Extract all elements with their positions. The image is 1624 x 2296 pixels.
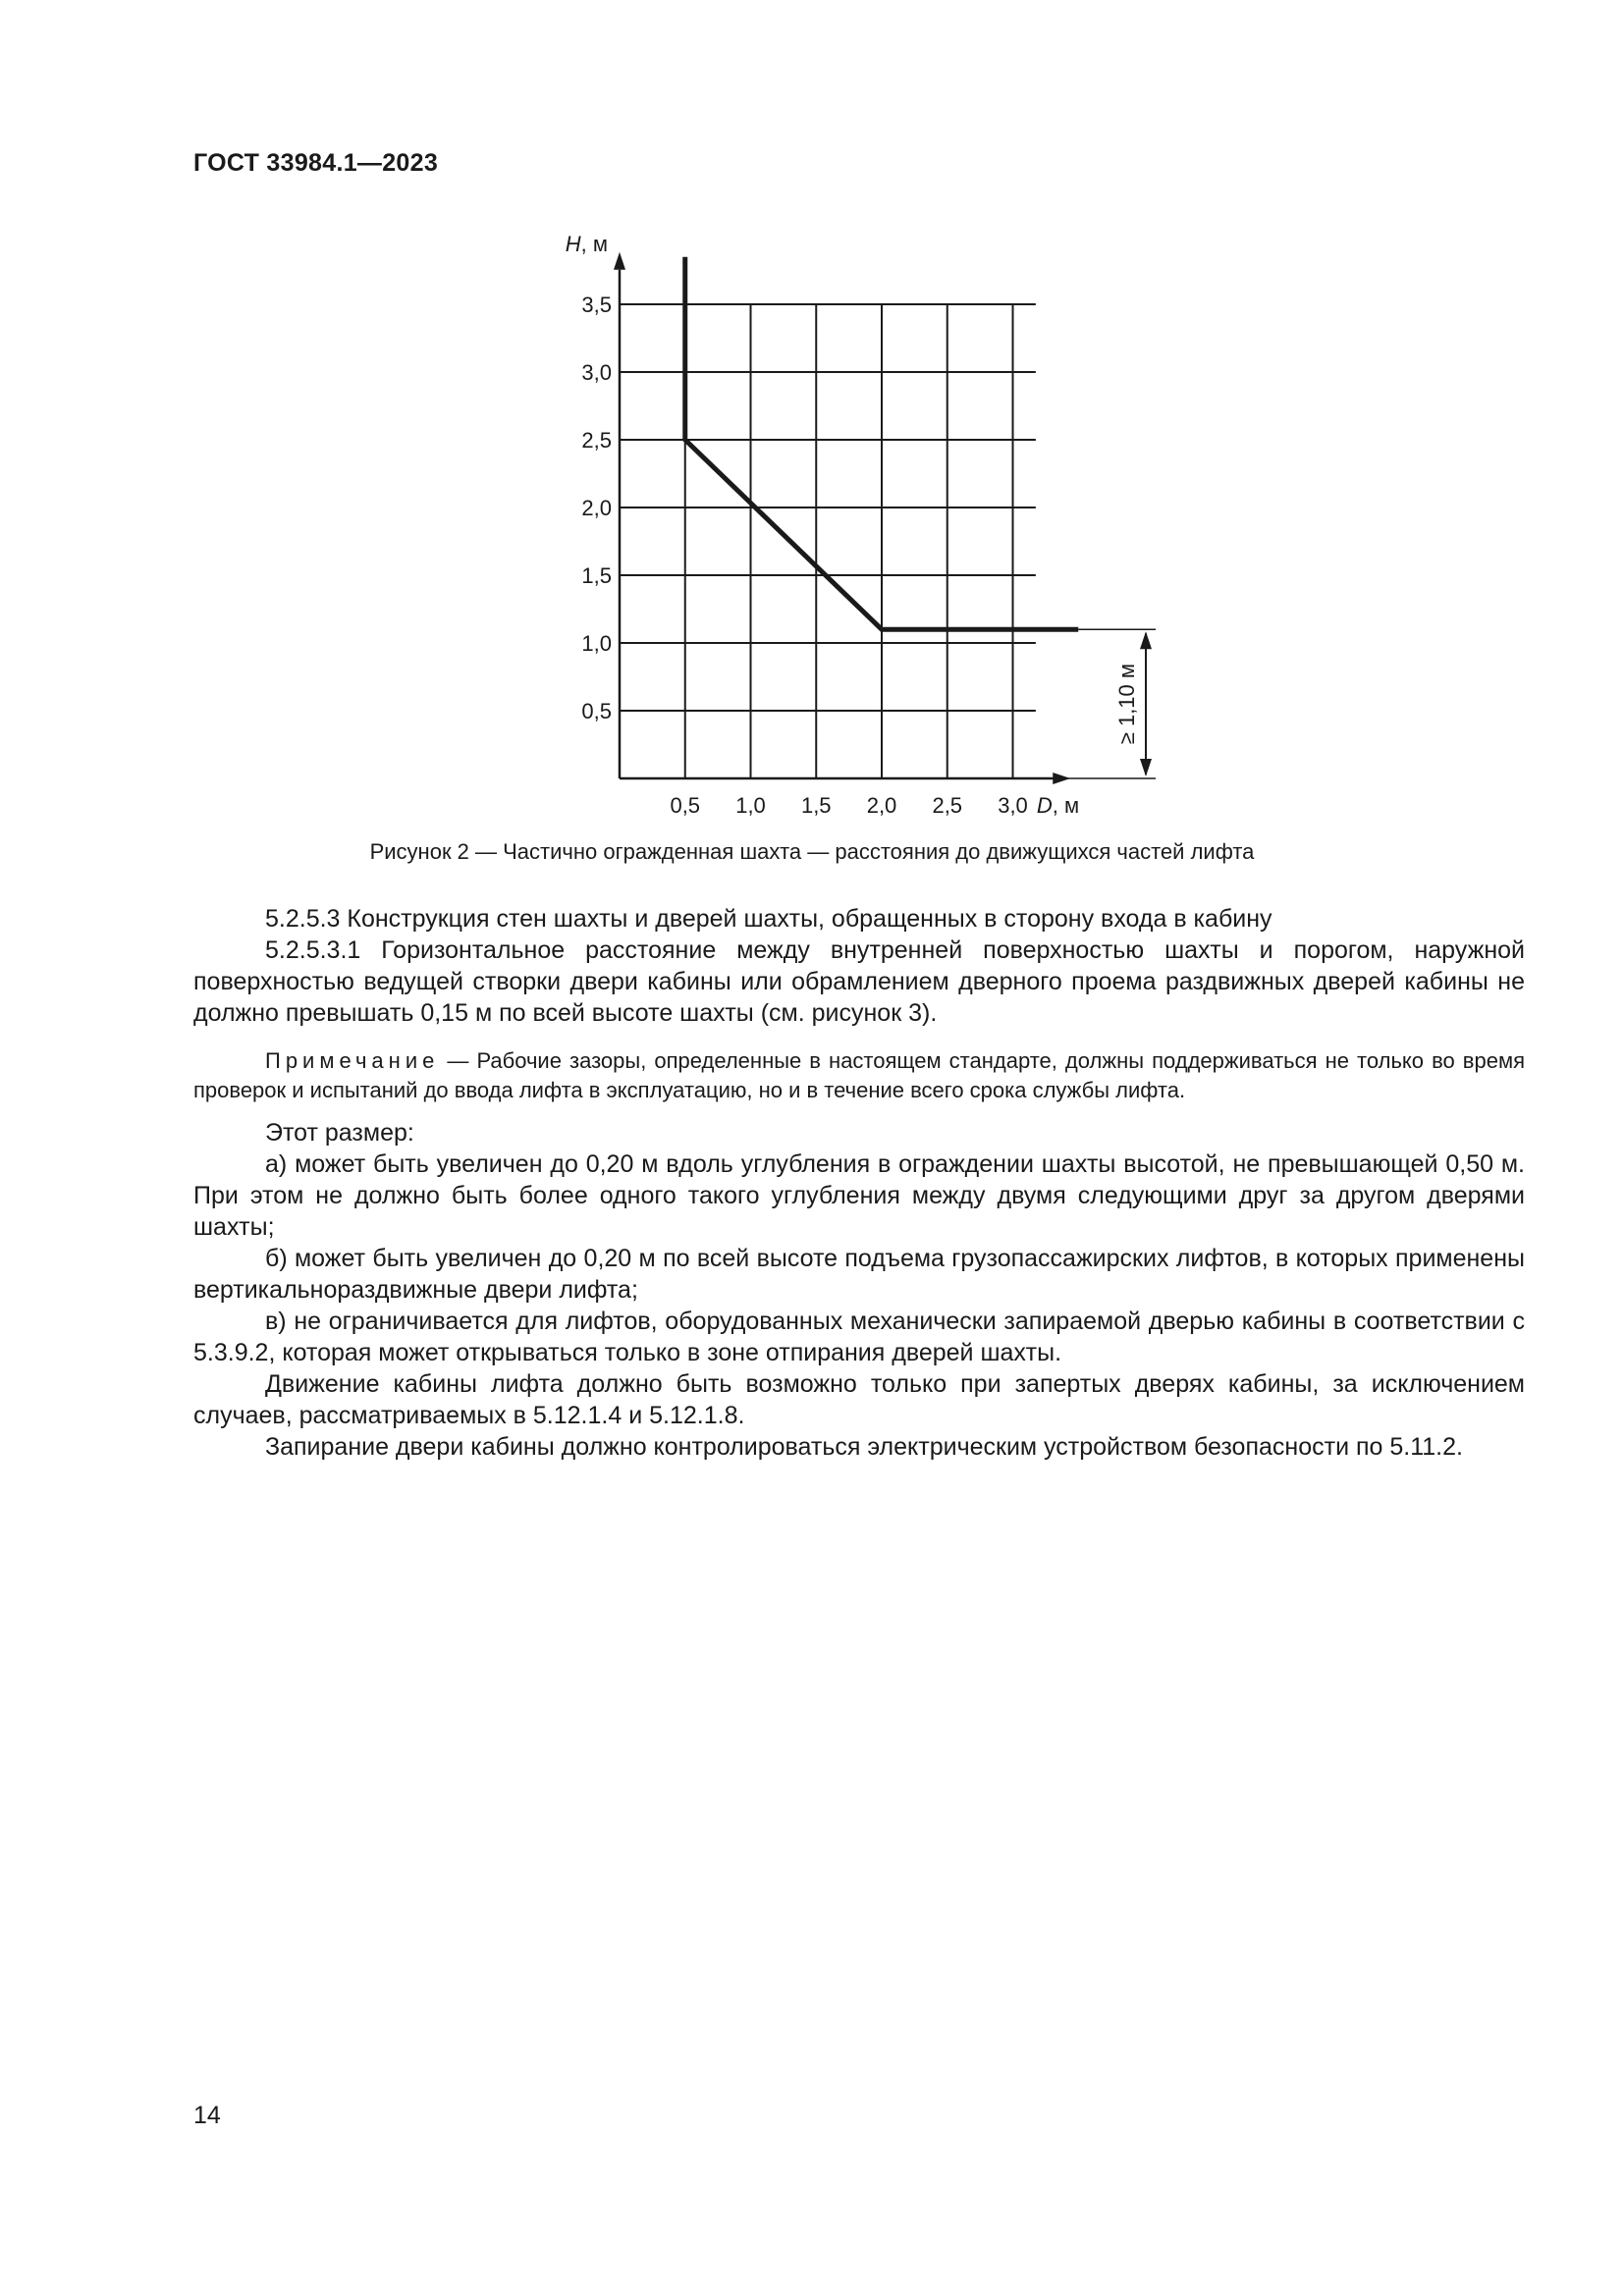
dimension-label: ≥ 1,10 м: [1114, 663, 1139, 745]
dimension-arrow-bottom: [1140, 759, 1152, 776]
paragraph: Движение кабины лифта должно быть возможно только при запертых дверях кабины, за исключением случаев, рассматриваемых в 5.12.1.4 и 5.12.1.8.: [193, 1370, 1525, 1429]
chart-tick-labels: [566, 232, 1079, 818]
paragraph: 5.2.5.3.1 Горизонтальное расстояние между внутренней поверхностью шахты и порогом, наружной поверхностью ведущей створки двери кабины или обрамлением дверного проема раздвижных дверей кабины не должно превышать 0,15 м по всей высоте шахты (см. рисунок 3).: [193, 936, 1525, 1027]
x-tick-label: 0,5: [670, 793, 701, 818]
page-number: 14: [193, 2102, 221, 2129]
paragraph: Этот размер:: [265, 1119, 414, 1147]
paragraph: Запирание двери кабины должно контролироваться электрическим устройством безопасности по 5.11.2.: [265, 1433, 1463, 1461]
y-tick-label: 2,0: [581, 496, 612, 520]
document-body: [193, 903, 1525, 1463]
y-tick-label: 2,5: [581, 428, 612, 453]
y-tick-label: 3,5: [581, 293, 612, 317]
y-tick-label: 1,5: [581, 563, 612, 588]
x-tick-label: 1,5: [800, 793, 832, 818]
note-label: Примечание: [265, 1048, 440, 1073]
document-header: ГОСТ 33984.1—2023: [193, 149, 439, 177]
y-axis-label: H, м: [565, 232, 608, 256]
dimension-arrow-top: [1140, 631, 1152, 649]
figure-caption: Рисунок 2 — Частично огражденная шахта — расстояния до движущихся частей лифта: [369, 839, 1255, 864]
x-tick-label: 2,0: [866, 793, 897, 818]
note: [193, 1046, 1525, 1105]
y-axis-arrow: [614, 252, 625, 270]
dimension-annotation: [1053, 629, 1157, 778]
chart-grid: [620, 304, 1036, 778]
y-tick-label: 1,0: [581, 631, 612, 656]
paragraph: 5.2.5.3 Конструкция стен шахты и дверей шахты, обращенных в сторону входа в кабину: [265, 905, 1272, 933]
paragraph: б) может быть увеличен до 0,20 м по всей высоте подъема грузопассажирских лифтов, в которых применены вертикальнораздвижные двери лифта;: [193, 1245, 1525, 1304]
chart-axes: [614, 252, 1070, 784]
x-tick-label: 2,5: [932, 793, 963, 818]
note-text: — Рабочие зазоры, определенные в настоящем стандарте, должны поддерживаться не только во время проверок и испытаний до ввода лифта в эксплуатацию, но и в течение всего срока службы лифта.: [193, 1048, 1525, 1102]
figure-chart: [0, 0, 1624, 864]
x-tick-label: 1,0: [735, 793, 766, 818]
paragraph: а) может быть увеличен до 0,20 м вдоль углубления в ограждении шахты высотой, не превышающей 0,50 м. При этом не должно быть более одного такого углубления между двумя следующими друг за другом дверями шахты;: [193, 1150, 1525, 1241]
x-axis-label: D, м: [1036, 793, 1080, 818]
paragraph: в) не ограничивается для лифтов, оборудованных механически запираемой дверью кабины в соответствии с 5.3.9.2, которая может открываться только в зоне отпирания дверей шахты.: [193, 1308, 1525, 1366]
y-tick-label: 3,0: [581, 360, 612, 385]
x-tick-label: 3,0: [998, 793, 1028, 818]
y-tick-label: 0,5: [581, 699, 612, 723]
